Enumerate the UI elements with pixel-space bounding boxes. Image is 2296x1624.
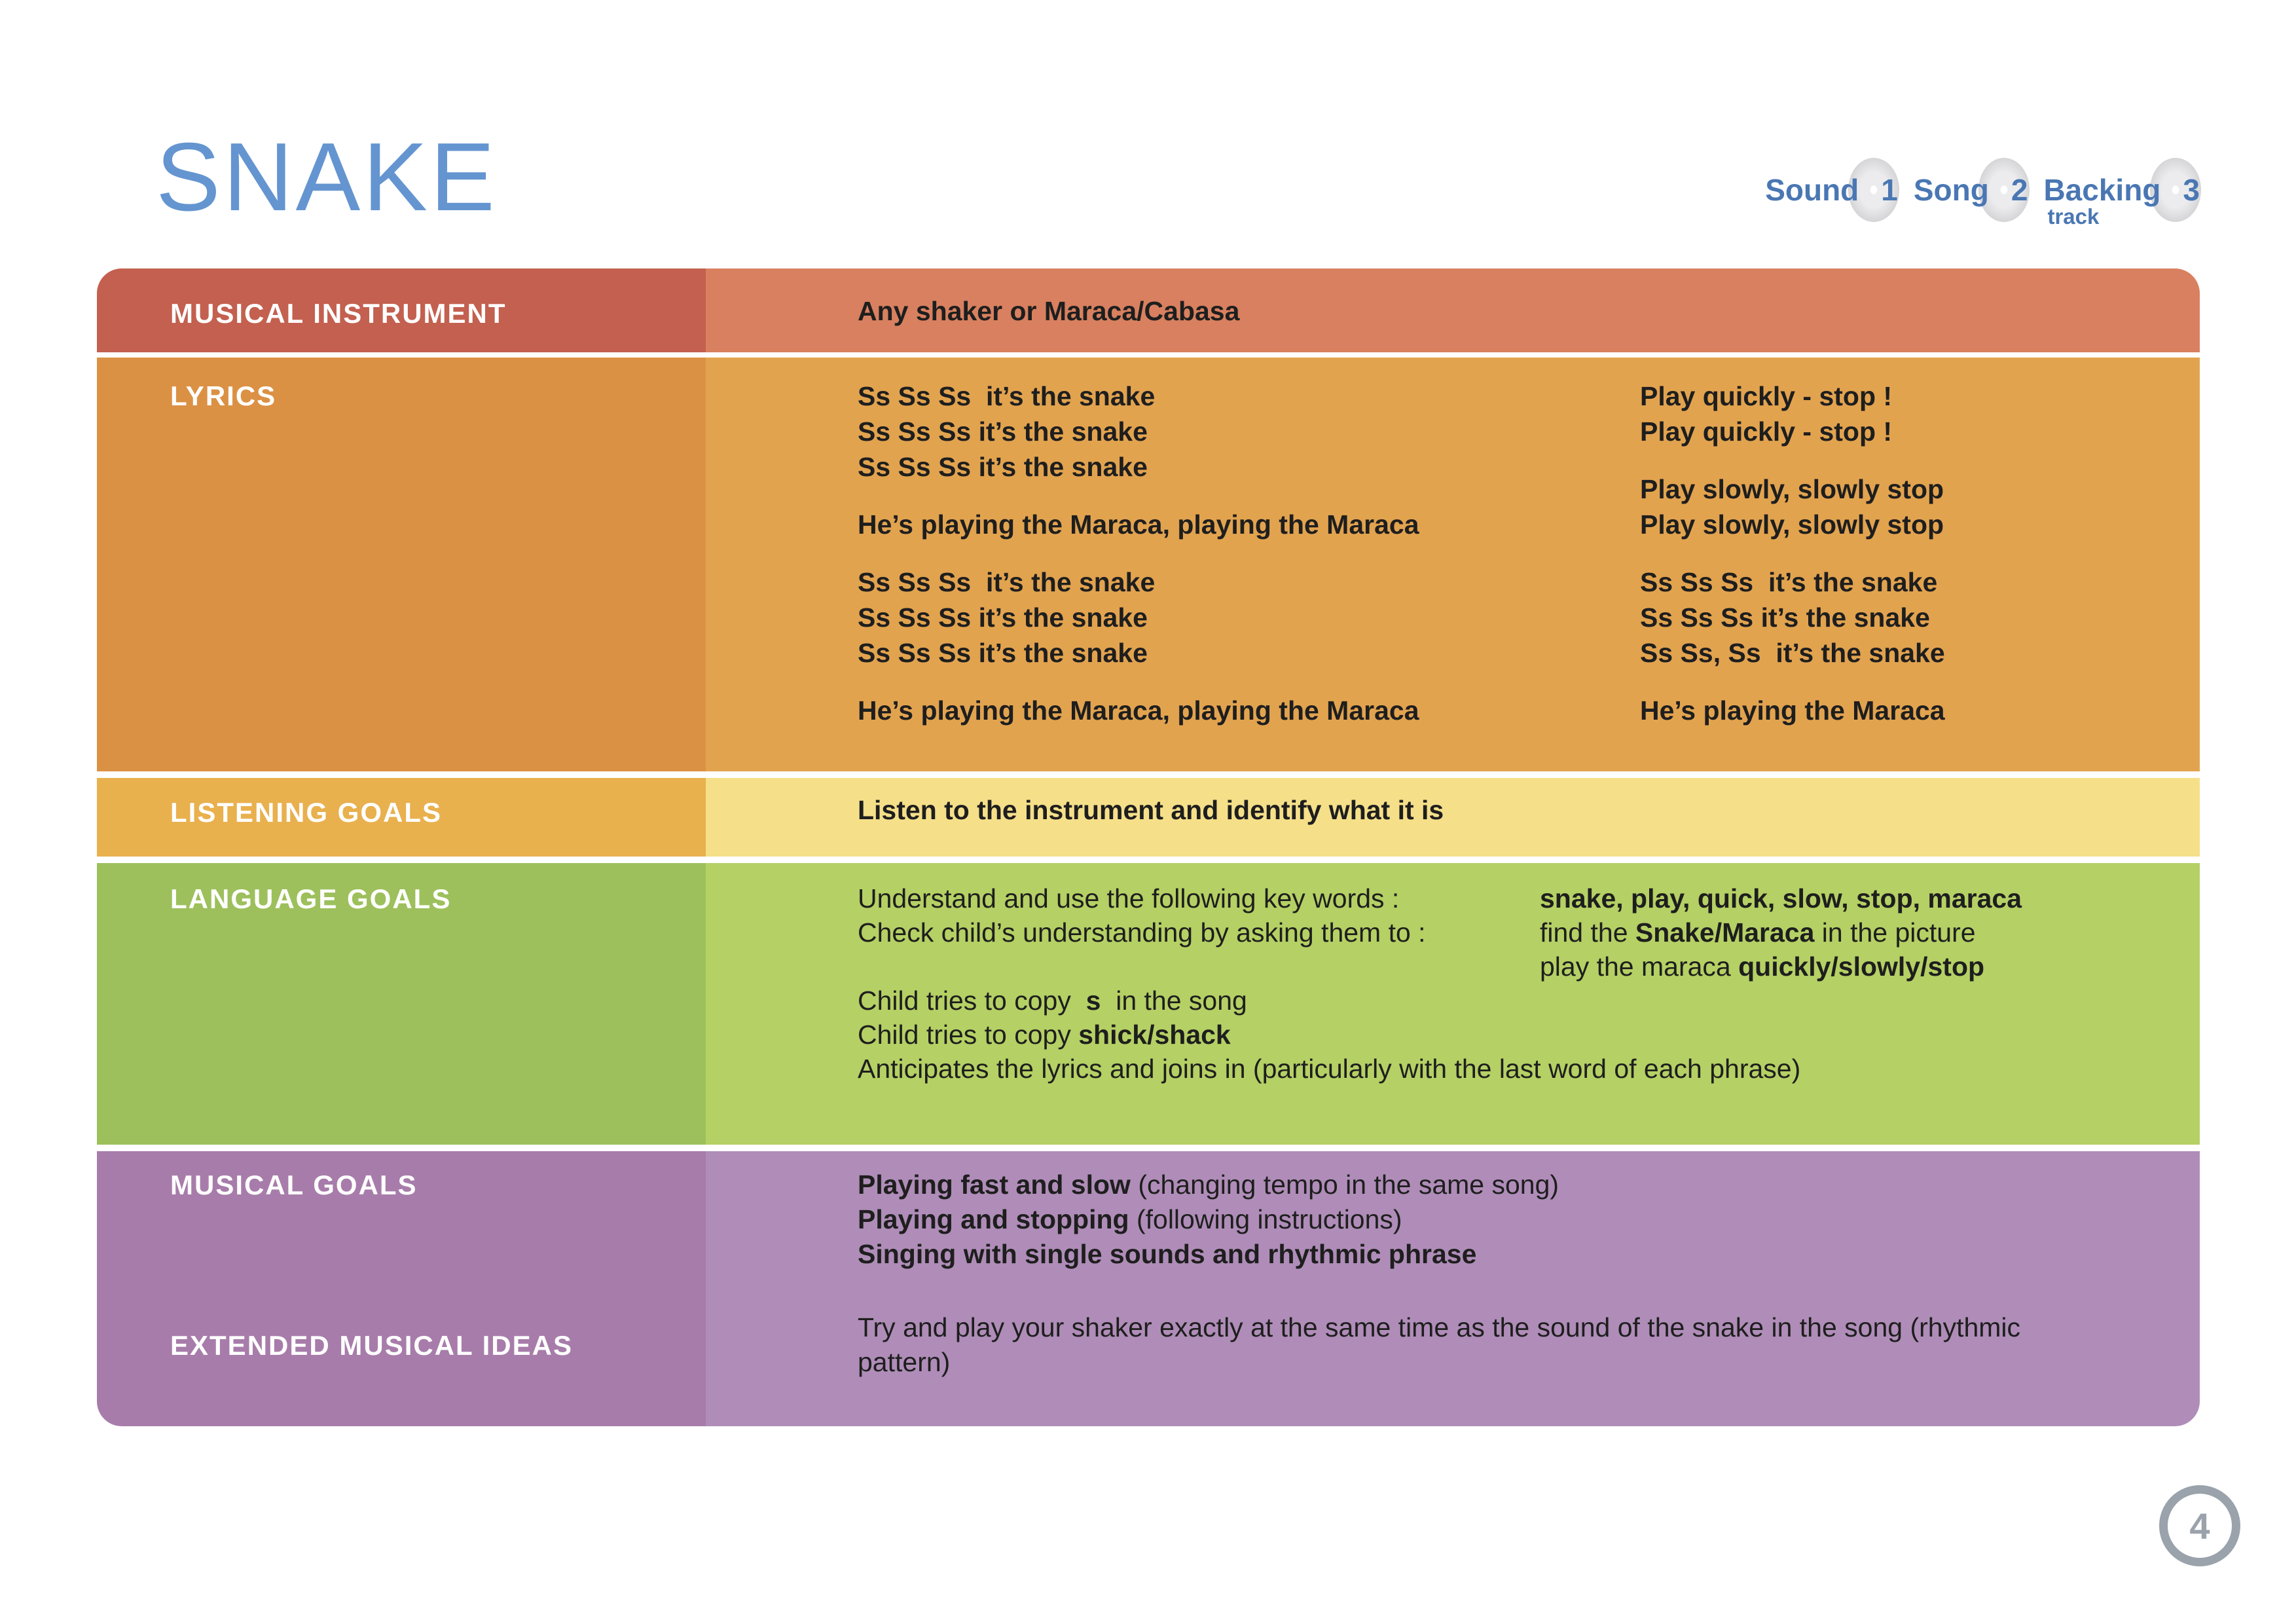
track-number: 3 [2183,173,2200,207]
lyrics-column-1 [858,378,1640,728]
lyric-line: Play quickly - stop ! [1640,381,1893,411]
track-item-song [1914,172,2028,222]
language-goals-grid [706,863,2200,984]
lyric-line: He’s playing the Maraca, playing the Maraca [858,695,1419,726]
row-label: LYRICS [97,358,706,771]
row-lyrics [97,358,2200,771]
track-label-sub: track [2047,204,2100,229]
musical-goals-list [706,1151,2200,1272]
musical-goal-line: Playing and stopping (following instructions) [858,1204,1402,1234]
lyric-line: He’s playing the Maraca, playing the Maraca [858,509,1419,540]
language-line: Understand and use the following key words : [858,883,1400,913]
lyric-line: Ss Ss, Ss it’s the snake [1640,638,1945,668]
page-number: 4 [2189,1505,2210,1547]
track-item-backing-track [2043,172,2200,227]
language-milestones [706,984,2200,1086]
track-label: Song [1913,173,1989,207]
lesson-table [97,268,2200,1426]
lyrics-column-2 [1640,378,2200,728]
language-line: Child tries to copy shick/shack [858,1020,1231,1050]
row-label: MUSICAL INSTRUMENT [97,268,706,352]
row-content: Listen to the instrument and identify what it is [706,778,2200,857]
page-title: SNAKE [156,123,498,231]
track-label: Sound [1765,173,1859,207]
language-keywords [1540,881,2200,984]
track-label-main: Backing [2043,173,2161,207]
lyrics-columns [706,358,2200,728]
lyric-line: Ss Ss Ss it’s the snake [858,452,1148,482]
musical-goal-line: Singing with single sounds and rhythmic phrase [858,1239,1477,1269]
lyric-line: Ss Ss Ss it’s the snake [858,638,1148,668]
language-line: Child tries to copy s in the song [858,986,1247,1016]
row-label [97,1151,706,1426]
language-line: Anticipates the lyrics and joins in (particularly with the last word of each phrase) [858,1054,1801,1084]
lyric-line: Play slowly, slowly stop [1640,474,1944,504]
row-content [706,863,2200,1145]
lyric-line: Ss Ss Ss it’s the snake [858,381,1156,411]
lyric-line: He’s playing the Maraca [1640,695,1945,726]
musical-goal-line: Playing fast and slow (changing tempo in the same song) [858,1170,1559,1200]
language-line: find the Snake/Maraca in the picture [1540,917,1976,948]
language-line: play the maraca quickly/slowly/stop [1540,951,1985,982]
lyric-line: Ss Ss Ss it’s the snake [858,567,1156,597]
lyric-line: Play quickly - stop ! [1640,416,1893,447]
track-item-sound [1765,172,1898,222]
extended-musical-ideas-text: Try and play your shaker exactly at the same time as the sound of the snake in the song (rhythmic pattern) [858,1312,2021,1377]
row-label: LISTENING GOALS [97,778,706,857]
track-number: 1 [1881,173,1898,207]
track-number: 2 [2011,173,2028,207]
row-content: Any shaker or Maraca/Cabasa [706,268,2200,352]
row-musical-instrument [97,268,2200,352]
language-prompts [858,881,1540,984]
audio-track-legend [1765,172,2200,227]
lyric-line: Ss Ss Ss it’s the snake [1640,567,1938,597]
language-line: Check child’s understanding by asking them to : [858,917,1426,948]
lyric-line: Ss Ss Ss it’s the snake [858,602,1148,633]
language-line: snake, play, quick, slow, stop, maraca [1540,883,2022,913]
musical-goals-label: MUSICAL GOALS [170,1170,418,1200]
row-musical-goals [97,1151,2200,1426]
extended-musical-ideas-label: EXTENDED MUSICAL IDEAS [170,1330,573,1361]
lyric-line: Ss Ss Ss it’s the snake [1640,602,1930,633]
row-label: LANGUAGE GOALS [97,863,706,1145]
track-label [2043,172,2160,227]
row-content [706,358,2200,771]
lyric-line: Ss Ss Ss it’s the snake [858,416,1148,447]
row-content [706,1151,2200,1426]
row-language-goals [97,863,2200,1145]
page-number-badge [2159,1485,2240,1566]
lyric-line: Play slowly, slowly stop [1640,509,1944,540]
row-listening-goals [97,778,2200,857]
